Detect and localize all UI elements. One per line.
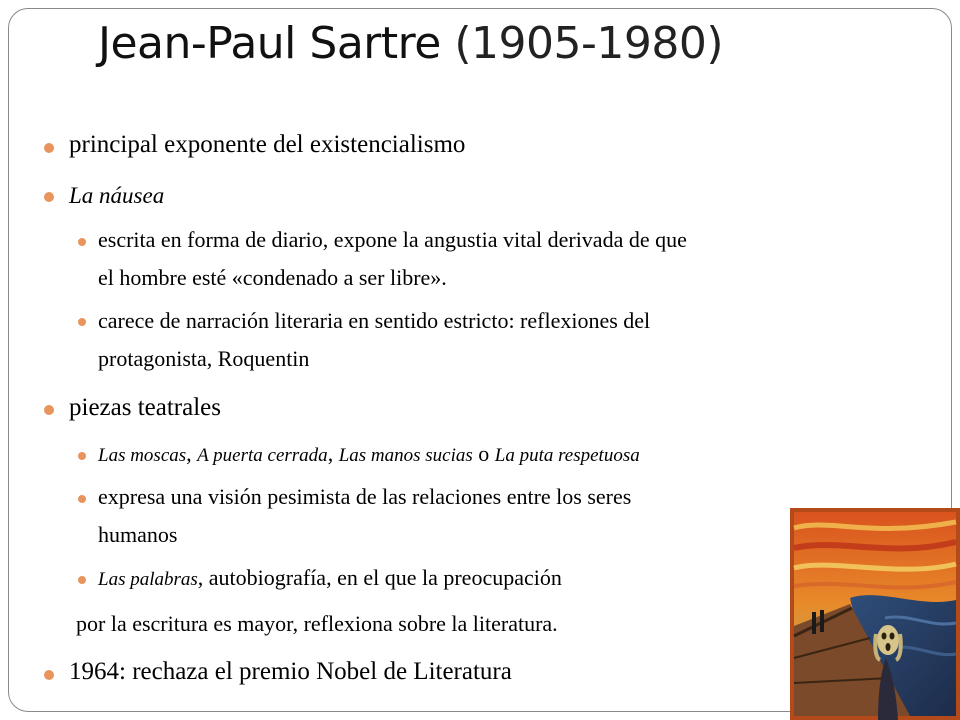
bullet-dot xyxy=(44,405,54,415)
sub-bullet-dot xyxy=(78,495,86,503)
plays-separator: , xyxy=(186,441,198,466)
bullet-exponent: principal exponente del existencialismo xyxy=(69,131,466,158)
title-name: Jean-Paul Sartre xyxy=(98,18,441,69)
sub-bullet-narration-line1: carece de narración literaria en sentido estricto: reflexiones del xyxy=(98,308,651,333)
bullet-dot xyxy=(44,670,54,680)
sub-bullet-dot xyxy=(78,576,86,584)
play-las-manos-sucias: Las manos sucias xyxy=(338,445,473,466)
plays-separator: , xyxy=(327,441,339,466)
sub-bullet-plays xyxy=(98,441,640,467)
las-palabras-title: Las palabras xyxy=(98,569,198,590)
palabras-continuation: por la escritura es mayor, reflexiona sobre la literatura. xyxy=(76,611,558,636)
play-las-moscas: Las moscas xyxy=(98,445,187,466)
sub-bullet-diary-line1: escrita en forma de diario, expone la angustia vital derivada de que xyxy=(98,227,687,252)
bullet-dot xyxy=(44,192,54,202)
sub-bullet-dot xyxy=(78,238,86,246)
sub-bullet-diary-line2: el hombre esté «condenado a ser libre». xyxy=(98,265,447,290)
sub-bullet-dot xyxy=(78,318,86,326)
slide-title xyxy=(98,18,723,69)
bullet-la-nausea: La náusea xyxy=(69,183,165,208)
las-palabras-description: , autobiografía, en el que la preocupación xyxy=(197,565,562,590)
sub-bullet-vision-line2: humanos xyxy=(98,522,178,547)
bullet-theatre: piezas teatrales xyxy=(69,394,221,421)
play-a-puerta-cerrada: A puerta cerrada xyxy=(197,445,328,466)
sub-bullet-vision-line1: expresa una visión pesimista de las relaciones entre los seres xyxy=(98,484,632,509)
title-years: (1905-1980) xyxy=(454,18,723,69)
play-la-puta-respetuosa: La puta respetuosa xyxy=(494,445,640,466)
bullet-dot xyxy=(44,143,54,153)
bullet-nobel: 1964: rechaza el premio Nobel de Literatura xyxy=(69,658,512,685)
scream-painting-image xyxy=(790,508,960,720)
sub-bullet-dot xyxy=(78,452,86,460)
sub-bullet-palabras xyxy=(98,565,562,591)
plays-conjunction: o xyxy=(472,441,495,466)
sub-bullet-narration-line2: protagonista, Roquentin xyxy=(98,346,310,371)
